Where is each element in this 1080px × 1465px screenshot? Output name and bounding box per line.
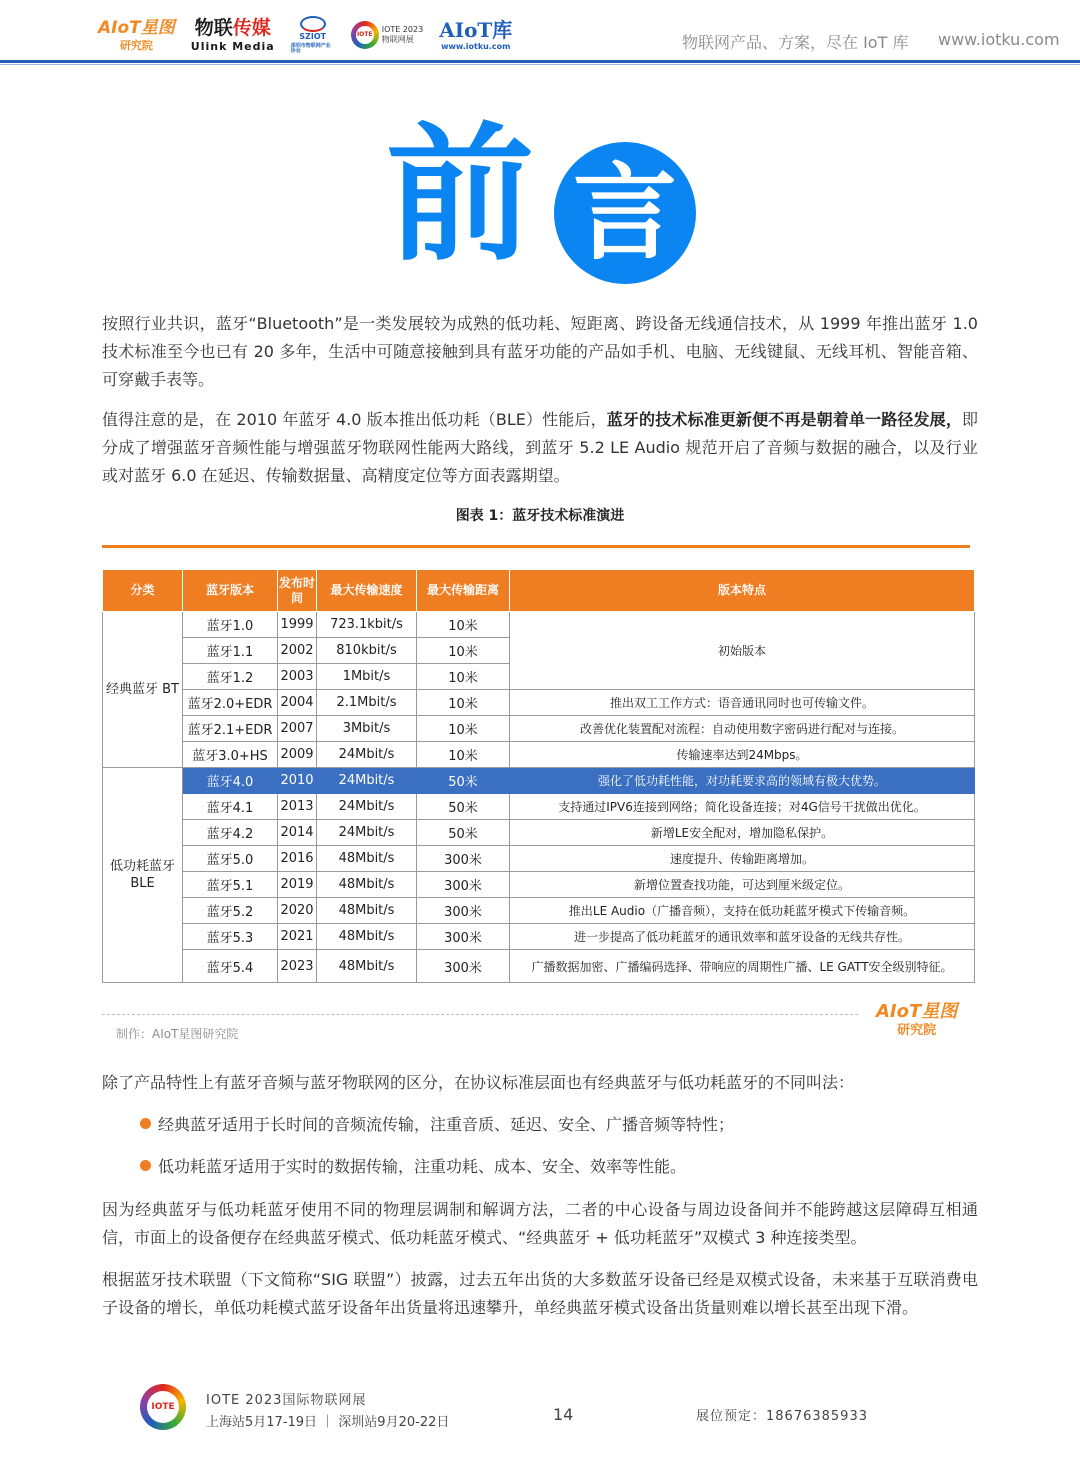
iote-badge-icon: IOTE	[351, 21, 379, 49]
feature-cell: 新增LE安全配对，增加隐私保护。	[510, 820, 975, 846]
header-max-speed: 最大传输速度	[317, 570, 417, 612]
feature-cell: 新增位置查找功能，可达到厘米级定位。	[510, 872, 975, 898]
aiot-research-logo: AIoT星图 研究院	[98, 17, 175, 52]
page-header	[0, 0, 1080, 66]
table-row: 蓝牙4.2 2014 24Mbit/s 50米 新增LE安全配对，增加隐私保护。	[103, 820, 975, 846]
footer-booking-phone: 展位预定：18676385933	[696, 1409, 868, 1424]
header-slogan: 物联网产品、方案，尽在 IoT 库	[682, 33, 909, 52]
feature-cell: 推出双工工作方式：语音通讯同时也可传输文件。	[510, 690, 975, 716]
aiot-research-logo-small: AIoT星图 研究院	[876, 1001, 958, 1038]
table-row: 蓝牙4.1 2013 24Mbit/s 50米 支持通过IPV6连接到网络；简化设备连接；对4G信号干扰做出优化。	[103, 794, 975, 820]
bullet-classic: 经典蓝牙适用于长时间的音频流传输，注重音质、延迟、安全、广播音频等特性；	[140, 1111, 734, 1139]
category-ble: 低功耗蓝牙 BLE	[103, 768, 183, 983]
bluetooth-standards-table	[102, 569, 975, 983]
table-row: 蓝牙5.1 2019 48Mbit/s 300米 新增位置查找功能，可达到厘米级定位。	[103, 872, 975, 898]
figure-credit: 制作：AIoT星图研究院	[116, 1027, 239, 1041]
bullet-dot-icon	[140, 1160, 151, 1171]
partner-logos	[98, 16, 512, 54]
sziot-logo: SZIOT 深圳市物联网产业协会	[291, 16, 335, 54]
footer-expo-dates: 上海站5月17-19日 ｜ 深圳站9月20-22日	[206, 1415, 450, 1430]
page-title-char-1: 前	[386, 109, 534, 281]
header-max-range: 最大传输距离	[417, 570, 510, 612]
paragraph-intro: 按照行业共识，蓝牙“Bluetooth”是一类发展较为成熟的低功耗、短距离、跨设备无线通信技术，从 1999 年推出蓝牙 1.0 技术标准至今也已有 20 多年，生活中可随意接触到具有蓝牙功能的产品如手机、电脑、无线键鼠、无线耳机、智能音箱、可穿戴手表等。	[102, 314, 978, 389]
iote-logo: IOTE IOTE 2023 物联网展	[351, 21, 424, 49]
header-divider	[0, 60, 1080, 63]
bullet-ble: 低功耗蓝牙适用于实时的数据传输，注重功耗、成本、安全、效率等性能。	[140, 1153, 686, 1181]
feature-cell: 广播数据加密、广播编码选择、带响应的周期性广播、LE GATT安全级别特征。	[510, 950, 975, 983]
feature-cell: 推出LE Audio（广播音频），支持在低功耗蓝牙模式下传输音频。	[510, 898, 975, 924]
feature-cell: 支持通过IPV6连接到网络；简化设备连接；对4G信号干扰做出优化。	[510, 794, 975, 820]
feature-cell: 强化了低功耗性能，对功耗要求高的领域有极大优势。	[510, 768, 975, 794]
category-classic-bt: 经典蓝牙 BT	[103, 612, 183, 768]
feature-cell: 初始版本	[510, 612, 975, 690]
feature-cell: 传输速率达到24Mbps。	[510, 742, 975, 768]
table-header-row	[103, 570, 975, 612]
table-row: 蓝牙5.0 2016 48Mbit/s 300米 速度提升、传输距离增加。	[103, 846, 975, 872]
header-features: 版本特点	[510, 570, 975, 612]
table-row: 经典蓝牙 BT 蓝牙1.0 1999 723.1kbit/s 10米 初始版本	[103, 612, 975, 638]
paragraph-evolution: 值得注意的是，在 2010 年蓝牙 4.0 版本推出低功耗（BLE）性能后，蓝牙的技术标准更新便不再是朝着单一路径发展，即分成了增强蓝牙音频性能与增强蓝牙物联网性能两大路线，到蓝牙 5.2 LE Audio 规范开启了音频与数据的融合，以及行业或对蓝牙 6.0 在延迟、传输数据量、高精度定位等方面表露期望。	[102, 410, 978, 485]
table-row: 蓝牙3.0+HS 2009 24Mbit/s 10米 传输速率达到24Mbps。	[103, 742, 975, 768]
feature-cell: 改善优化装置配对流程：自动使用数字密码进行配对与连接。	[510, 716, 975, 742]
table-row: 蓝牙5.3 2021 48Mbit/s 300米 进一步提高了低功耗蓝牙的通讯效率和蓝牙设备的无线共存性。	[103, 924, 975, 950]
paragraph-bold-emphasis: 蓝牙的技术标准更新便不再是朝着单一路径发展，	[606, 410, 962, 429]
table-row: 蓝牙2.1+EDR 2007 3Mbit/s 10米 改善优化装置配对流程：自动使用数字密码进行配对与连接。	[103, 716, 975, 742]
iote-footer-badge-icon: IOTE	[140, 1384, 186, 1430]
feature-cell: 进一步提高了低功耗蓝牙的通讯效率和蓝牙设备的无线共存性。	[510, 924, 975, 950]
header-category: 分类	[103, 570, 183, 612]
table-row: 蓝牙2.0+EDR 2004 2.1Mbit/s 10米 推出双工工作方式：语音通讯同时也可传输文件。	[103, 690, 975, 716]
page-number: 14	[553, 1405, 574, 1424]
credit-divider	[102, 1014, 858, 1015]
header-site-url[interactable]: www.iotku.com	[938, 30, 1060, 49]
header-release-year: 发布时间	[278, 570, 317, 612]
ulink-media-logo: 物联传媒 Ulink Media	[190, 16, 275, 53]
table-row: 蓝牙1.2 2003 1Mbit/s 10米	[103, 664, 975, 690]
paragraph-sig: 根据蓝牙技术联盟（下文简称“SIG 联盟”）披露，过去五年出货的大多数蓝牙设备已经是双模式设备，未来基于互联消费电子设备的增长，单低功耗模式蓝牙设备年出货量将迅速攀升，单经典蓝牙模式设备出货量则难以增长甚至出现下滑。	[102, 1270, 978, 1317]
bullet-dot-icon	[140, 1118, 151, 1129]
figure-divider	[102, 545, 970, 548]
figure-title: 图表 1：蓝牙技术标准演进	[455, 508, 625, 524]
sziot-emblem-icon	[300, 16, 326, 32]
table-row: 蓝牙5.4 2023 48Mbit/s 300米 广播数据加密、广播编码选择、带响应的周期性广播、LE GATT安全级别特征。	[103, 950, 975, 983]
table-row: 蓝牙1.1 2002 810kbit/s 10米	[103, 638, 975, 664]
footer-expo-name: IOTE 2023国际物联网展	[206, 1393, 367, 1408]
aiotku-logo: AIoT库 www.iotku.com	[439, 17, 513, 51]
page-title-char-2: 言	[554, 142, 696, 284]
table-row-highlighted: 低功耗蓝牙 BLE 蓝牙4.0 2010 24Mbit/s 50米 强化了低功耗性能，对功耗要求高的领域有极大优势。	[103, 768, 975, 794]
paragraph-modes: 因为经典蓝牙与低功耗蓝牙使用不同的物理层调制和解调方法，二者的中心设备与周边设备间并不能跨越这层障碍互相通信，市面上的设备便存在经典蓝牙模式、低功耗蓝牙模式、“经典蓝牙 + 低功耗蓝牙”双模式 3 种连接类型。	[102, 1200, 978, 1247]
paragraph-protocol: 除了产品特性上有蓝牙音频与蓝牙物联网的区分，在协议标准层面也有经典蓝牙与低功耗蓝牙的不同叫法：	[102, 1073, 855, 1092]
header-version: 蓝牙版本	[183, 570, 278, 612]
table-row: 蓝牙5.2 2020 48Mbit/s 300米 推出LE Audio（广播音频），支持在低功耗蓝牙模式下传输音频。	[103, 898, 975, 924]
feature-cell: 速度提升、传输距离增加。	[510, 846, 975, 872]
header-divider-thin	[0, 64, 1080, 65]
